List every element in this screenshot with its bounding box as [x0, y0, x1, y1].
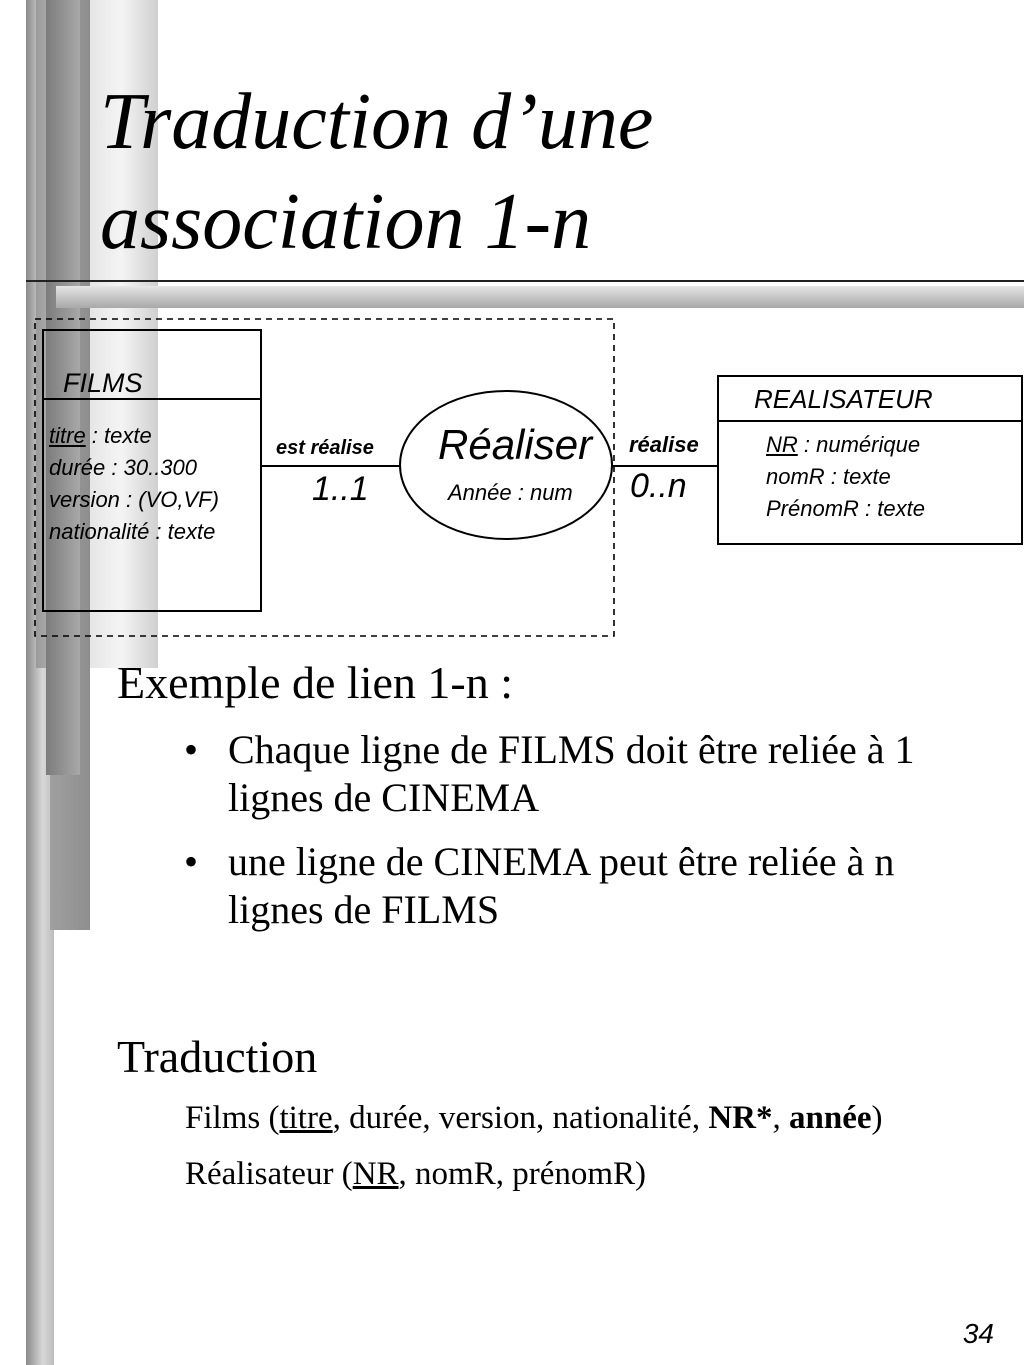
right-role-label: réalise — [629, 432, 699, 457]
slide-title-line-1: Traduction d’une — [100, 78, 654, 166]
bullet-glyph: • — [184, 727, 199, 772]
page-number: 34 — [962, 1318, 994, 1349]
slide-title-line-2: association 1-n — [100, 178, 592, 266]
schema-prefix: Réalisateur ( — [185, 1156, 353, 1192]
schema-prefix: Films ( — [185, 1100, 280, 1136]
left-cardinality: 1..1 — [312, 470, 369, 508]
films-attr-row — [49, 484, 219, 516]
bullet-text — [228, 838, 894, 934]
title-rule-band — [56, 286, 1024, 308]
realisateur-entity-name: REALISATEUR — [754, 384, 933, 414]
schema-suffix: ) — [871, 1100, 883, 1136]
realisateur-attr-text: : numérique — [797, 432, 921, 457]
films-attribute-list — [49, 420, 219, 548]
translation-heading: Traduction — [117, 1031, 318, 1082]
films-attr-row — [49, 516, 219, 548]
example-heading: Exemple de lien 1-n : — [117, 657, 513, 708]
realisateur-attr-row — [766, 429, 925, 461]
right-cardinality: 0..n — [630, 467, 687, 505]
translation-realisateur-schema — [185, 1156, 646, 1193]
bullet-line: lignes de CINEMA — [228, 775, 540, 820]
schema-foreign-key: NR* — [708, 1100, 773, 1136]
example-bullet-1 — [184, 726, 1014, 826]
films-entity-name: FILMS — [63, 368, 143, 398]
bullet-line: une ligne de CINEMA peut être reliée à n — [228, 839, 895, 884]
schema-separator: , — [772, 1100, 789, 1136]
realisateur-attr-row — [766, 493, 925, 525]
realisateur-attribute-list — [766, 429, 925, 525]
association-name: Réaliser — [438, 421, 593, 468]
realisateur-attr-text: nomR : texte — [766, 464, 891, 489]
bullet-glyph: • — [184, 839, 199, 884]
schema-primary-key: NR — [352, 1156, 399, 1192]
left-role-label: est réalise — [276, 437, 374, 459]
films-attr-text: durée : 30..300 — [49, 455, 198, 480]
example-bullet-2 — [184, 838, 1014, 938]
realisateur-attr-text: PrénomR : texte — [766, 496, 925, 521]
mcd-diagram — [0, 310, 1024, 650]
schema-extra-column: année — [789, 1100, 872, 1136]
bullet-text — [228, 726, 914, 822]
films-attr-row — [49, 420, 219, 452]
bullet-line: lignes de FILMS — [228, 887, 500, 932]
films-attr-text: nationalité : texte — [49, 519, 216, 544]
slide-title — [100, 72, 960, 272]
realisateur-attr-key: NR — [766, 432, 798, 457]
films-attr-text: version : (VO,VF) — [49, 487, 219, 512]
bullet-line: Chaque ligne de FILMS doit être reliée à 1 — [228, 727, 915, 772]
films-attr-key: titre — [49, 423, 86, 448]
schema-columns: , durée, version, nationalité, — [332, 1100, 709, 1136]
films-attr-row — [49, 452, 219, 484]
films-attr-text: : texte — [85, 423, 152, 448]
title-rule — [26, 280, 1024, 282]
realisateur-attr-row — [766, 461, 925, 493]
schema-primary-key: titre — [279, 1100, 333, 1136]
association-attribute: Année : num — [448, 480, 573, 505]
schema-columns: , nomR, prénomR) — [398, 1156, 647, 1192]
translation-films-schema — [185, 1100, 883, 1137]
